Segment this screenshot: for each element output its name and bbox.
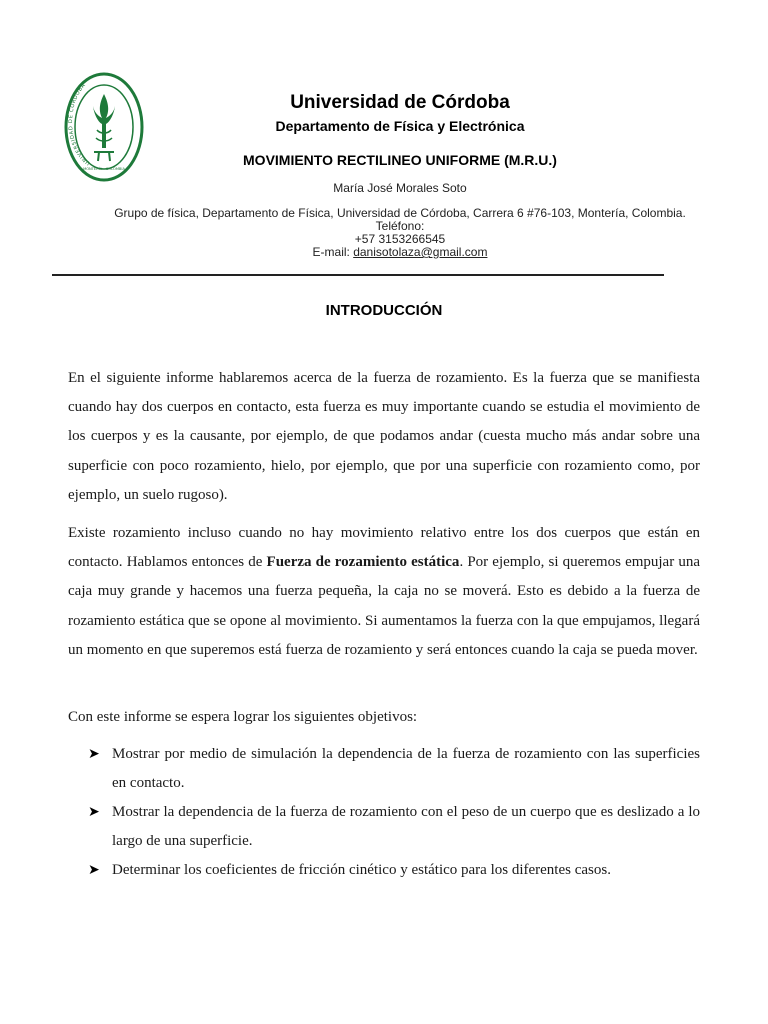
paragraph-2-start: Existe rozamiento incluso cuando no hay movimiento relativo entre los dos cuerpos que están en contacto. Hablamos entonces de bbox=[68, 525, 700, 571]
paragraph-1: En el siguiente informe hablaremos acerca de la fuerza de rozamiento. Es la fuerza que se manifiesta cuando hay dos cuerpos en contacto, esta fuerza es muy importante cuando se estudia el movimiento de los cuerpos y es la causante, por ejemplo, de que podamos andar (cuesta mucho más andar sobre una superficie con poco rozamiento, hielo, por ejemplo, que por una superficie con rozamiento como, por ejemplo, un suelo rugoso). bbox=[68, 370, 700, 503]
list-item bbox=[88, 856, 700, 885]
paragraph-2 bbox=[68, 519, 700, 665]
objective-text: Mostrar por medio de simulación la dependencia de la fuerza de rozamiento con las superficies en contacto. bbox=[112, 746, 700, 791]
department-name: Departamento de Física y Electrónica bbox=[275, 118, 525, 134]
list-item bbox=[88, 798, 700, 856]
header-divider bbox=[52, 274, 664, 276]
email-label: E-mail: bbox=[312, 245, 354, 259]
arrowhead-bullet-icon: ➤ bbox=[88, 805, 100, 820]
objective-text: Mostrar la dependencia de la fuerza de rozamiento con el peso de un cuerpo que es deslizado a lo largo de una superficie. bbox=[112, 804, 700, 849]
author-name: María José Morales Soto bbox=[333, 181, 467, 195]
seal-ring-text: UNIVERSIDAD DE CÓRDOBA bbox=[68, 82, 92, 166]
arrowhead-bullet-icon: ➤ bbox=[88, 747, 100, 762]
email-line bbox=[16, 246, 768, 259]
document-title: MOVIMIENTO RECTILINEO UNIFORME (M.R.U.) bbox=[243, 152, 557, 168]
email-link[interactable]: danisotolaza@gmail.com bbox=[353, 245, 488, 259]
objective-text: Determinar los coeficientes de fricción cinético y estático para los diferentes casos. bbox=[112, 862, 611, 878]
objectives-list bbox=[88, 740, 700, 885]
phone-number: +57 3153266545 bbox=[354, 232, 446, 246]
arrowhead-bullet-icon: ➤ bbox=[88, 863, 100, 878]
paragraph-2-bold-term: Fuerza de rozamiento estática bbox=[266, 554, 460, 571]
paragraph-2-end: . Por ejemplo, si queremos empujar una caja muy grande y hacemos una fuerza pequeña, la caja no se moverá. Esto es debido a la fuerza de rozamiento estática que se opone al movimiento. Si aumentamos la fuerza con la que empujamos, llegará un momento en que superemos está fuerza de rozamiento y será entonces cuando la caja se pueda mover. bbox=[68, 554, 701, 658]
seal-bottom-text: MONTERÍA - COLOMBIA bbox=[83, 167, 125, 171]
affiliation-block bbox=[0, 207, 768, 259]
paragraph-3: Con este informe se espera lograr los siguientes objetivos: bbox=[68, 709, 418, 725]
affiliation-text: Grupo de física, Departamento de Física, Universidad de Córdoba, Carrera 6 #76-103, Montería, Colombia. bbox=[114, 206, 686, 220]
list-item bbox=[88, 740, 700, 798]
university-name: Universidad de Córdoba bbox=[290, 92, 510, 113]
section-heading: INTRODUCCIÓN bbox=[325, 302, 443, 319]
phone-label: Teléfono: bbox=[375, 219, 425, 233]
